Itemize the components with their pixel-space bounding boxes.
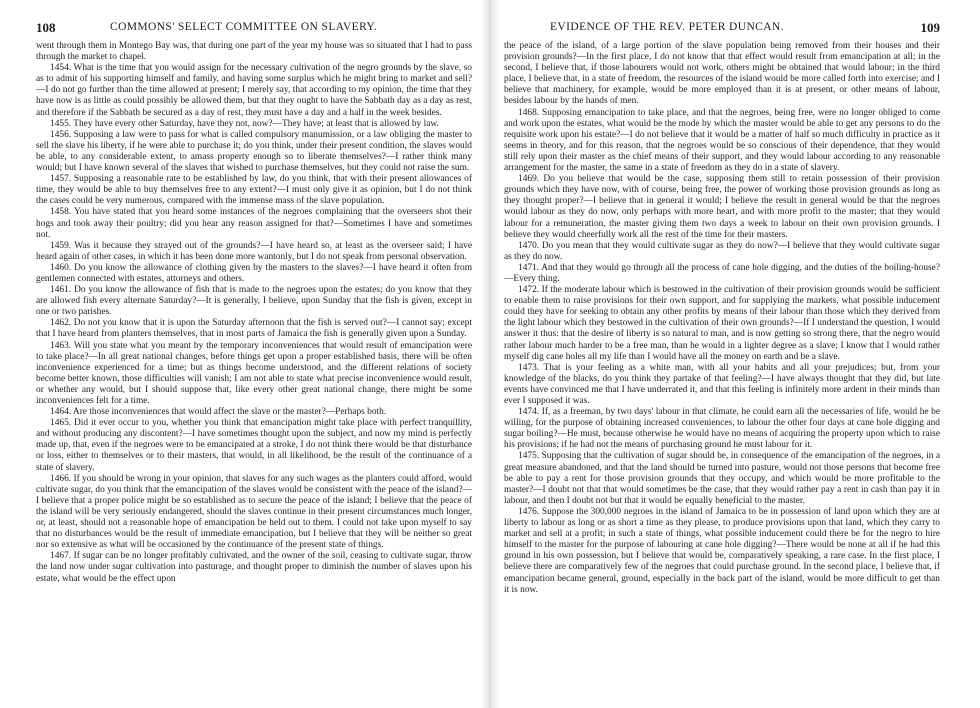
question-1458: 1458. You have stated that you heard some instances of the negroes complaining that the overseers shot their hogs and took away their poultry; did you hear any reason assigned for that?—Sometimes I have and sometimes not. [36, 207, 472, 240]
question-1473: 1473. That is your feeling as a white man, with all your habits and all your prejudices; but, from your knowledge of the blacks, do you think they partake of that feeling?—I have always thought that they did, but late events have convinced me that I have underrated it, and that this feeling is infinitely more ardent in their minds than ever I supposed it was. [504, 362, 940, 406]
question-1469: 1469. Do you believe that would be the case, supposing them still to retain possession of their provision grounds which they have now, with of course, being free, the power of working those provision grounds as long as they thought proper?—I believe that in general it would; I believe the result in general would be that the negroes would labour as they do now, only perhaps with more heart, and with more profit to the master; that they would labour for a remuneration, the master giving them two days a week to labour on their own provision grounds. I believe they would cheerfully work all the rest of the time for their masters. [504, 174, 940, 240]
question-1459: 1459. Was it because they strayed out of the grounds?—I have heard so, at least as the overseer said; I have heard again of other cases, in which it has been done more wantonly, but I do not speak from personal observation. [36, 240, 472, 262]
right-page [490, 0, 980, 708]
question-1455: 1455. They have every other Saturday, have they not, now?—They have; at least that is allowed by law. [50, 118, 439, 129]
question-1471: 1471. And that they would go through all the process of cane hole digging, and the duties of the boiling-house?—Every thing. [504, 262, 940, 284]
right-running-head: EVIDENCE OF THE REV. PETER DUNCAN. [550, 21, 784, 33]
question-1470: 1470. Do you mean that they would cultivate sugar as they do now?—I believe that they would cultivate sugar as they do now. [504, 240, 940, 262]
question-1462: 1462. Do not you know that it is upon the Saturday afternoon that the fish is served out?—I cannot say; except that I have heard from planters themselves, that in most parts of Jamaica the fish is generally given upon a Sunday. [36, 318, 472, 340]
left-running-head: COMMONS' SELECT COMMITTEE ON SLAVERY. [110, 21, 378, 33]
question-1475: 1475. Supposing that the cultivation of sugar should be, in consequence of the emancipation of the negroes, in a great measure abandoned, and that the land should be turned into pasture, would not those persons that become free be able to pay a rent for those provision grounds that they occupy, and which would be more profitable to the master?—I doubt not that that would sometimes be the case, that they would rather pay a rent in cash than pay it in labour, and then I doubt not but that it would be equally beneficial to the master. [504, 451, 940, 506]
right-page-body [504, 41, 940, 702]
question-1454: 1454. What is the time that you would assign for the necessary cultivation of the negro grounds by the slave, so as to admit of his supporting himself and family, and having some surplus which he might bring to market and sell?—I do not go further than the time allowed at present; I merely say, that according to my opinion, the time that they have now is as little as could possibly be allowed them, but that they ought to have the Sabbath day as a day as rest, and therefore if the Sabbath be secured as a day of rest, they must have a day and a half in the week besides. [36, 63, 472, 118]
paragraph-continuation: the peace of the island, of a large portion of the slave population being removed from their houses and their provision grounds?—In the first place, I do not know that that effect would result from emancipation at all; in the second, I believe that, if those labourers would not work, others might be obtained that would labour; in the third place, I believe that, in a state of freedom, the resources of the island would be more called forth into exercise; and I believe that machinery, for example, would be more employed than it is at present, or other means of labour, besides labour by the hands of men. [504, 41, 940, 107]
left-page-body [36, 41, 472, 702]
question-1467: 1467. If sugar can be no longer profitably cultivated, and the owner of the soil, ceasing to cultivate sugar, throw the land now under sugar cultivation into pasturage, and thought proper to diminish the number of slaves upon his estate, what would be the effect upon [36, 551, 472, 584]
question-1456: 1456. Supposing a law were to pass for what is called compulsory manumission, or a law obliging the master to sell the slave his liberty, if he were able to purchase it; do you think, under their present condition, the slaves would be able, to any considerable extent, to amass property enough so to liberate themselves?—I rather think many would; but I have known several of the slaves that wished to purchase themselves, but they could not raise the sum. [36, 129, 472, 174]
right-page-number: 109 [920, 20, 940, 35]
question-1461: 1461. Do you know the allowance of fish that is made to the negroes upon the estates; do you know that they are allowed fish every alternate Saturday?—It is generally, I believe, upon Sunday that the fish is given, except in one or two parishes. [36, 285, 472, 318]
question-1464: 1464. Are those inconveniences that would affect the slave or the master?—Perhaps both. [50, 407, 387, 418]
question-1476: 1476. Suppose the 300,000 negroes in the island of Jamaica to be in possession of land upon which they are at liberty to labour as long or as short a time as they please, to produce provisions upon that land, which they carry to market and sell at a profit; in such a state of things, what possible inducement could there be for the negro to hire himself to the master for the purpose of labouring at cane hole digging?—There would be none at all if he had this ground in his own possession, but I believe that would be, comparatively speaking, a rare case. In the first place, I believe there are comparatively few of the negroes that could purchase ground. In the second place, I believe that, if emancipation became general, ground, especially in the back part of the island, would be more difficult to get than it is now. [504, 506, 940, 595]
question-1472: 1472. If the moderate labour which is bestowed in the cultivation of their provision grounds would be sufficient to enable them to raise provisions for their own support, and for supplying the markets, what possible inducement could they have for seeking to obtain any other profits by means of their labour than those which they derived from the light labour which they bestowed in the cultivation of their own grounds?—If I understand the question, I would answer it thus: that the desire of liberty is so natural to man, and is now getting so strong there, that the negro would rather labour much harder to be a free man, than he would in a lighter degree as a slave; I know that I would rather myself dig cane holes all my life than I would have all the money on earth and be a slave. [504, 285, 940, 362]
right-page-header [504, 20, 940, 36]
left-page-number: 108 [36, 20, 56, 35]
question-1468: 1468. Supposing emancipation to take place, and that the negroes, being free, were no longer obliged to come and work upon the estates, what would be the mode by which the master would be able to get any persons to do the requisite work upon his estate?—I do not believe that it would be a matter of half so much difficulty in practice as it seems in theory, and for this reason, that the negroes would be so conscious of their dependence, that they would still rely upon their master as the chief means of their support, and they would labour according to any reasonable arrangement for the master, the same in a state of freedom as they do in a state of slavery. [504, 107, 940, 174]
left-page-header [36, 20, 472, 36]
question-1465: 1465. Did it ever occur to you, whether you think that emancipation might take place with perfect tranquillity, and without producing any discontent?—I have sometimes thought upon the subject, and now my mind is perfectly made up, that, even if the negroes were to be emancipated at a stroke, I do not think there would be that disturbance or loss, either to themselves or to their masters, that would, in all likelihood, be the result of the continuance of a state of slavery. [36, 418, 472, 473]
question-1474: 1474. If, as a freeman, by two days' labour in that climate, he could earn all the necessaries of life, would he be willing, for the purpose of obtaining increased conveniences, to labour the other four days at cane hole digging and sugar boiling?—He must, because otherwise he would have no means of acquiring the property upon which to raise his provisions; if he had not the means of purchasing ground he must labour for it. [504, 407, 940, 451]
question-1460: 1460. Do you know the allowance of clothing given by the masters to the slaves?—I have heard it often from gentlemen connected with estates, attorneys and others. [36, 262, 472, 284]
paragraph-continuation: went through them in Montego Bay was, that during one part of the year my house was so situated that I had to pass through the market to chapel. [36, 41, 472, 63]
question-1457: 1457. Supposing a reasonable rate to be established by law, do you think, that with their present allowances of time, they would be able to buy themselves free to any extent?—I must only give it as opinion, but I do not think the cases could be very numerous, compared with the immense mass of the slave population. [36, 174, 472, 207]
question-1463: 1463. Will you state what you meant by the temporary inconveniences that would result of emancipation were to take place?—In all great national changes, before things get upon a proper established basis, there will be often inconvenience experienced for a time; but as things become understood, and the different relations of society become better known, those difficulties will vanish; I am not able to state what precise inconvenience would result, or whether any would, but I should suppose that, like every other great national change, there might be some inconveniences felt for a time. [36, 340, 472, 406]
question-1466: 1466. If you should be wrong in your opinion, that slaves for any such wages as the planters could afford, would cultivate sugar, do you think that the emancipation of the slaves would be consistent with the peace of the island?—I believe that a proper police might be so established as to secure the peace of the island; I believe that the peace of the island will be very seriously endangered, should the slaves continue in their present circumstances much longer, or, at least, should not a reasonable hope of emancipation be held out to them. I could not take upon myself to say that no disturbances would be the result of immediate emancipation, but I believe that they will be neither so great nor so extensive as what will be occasioned by the continuance of the present state of things. [36, 473, 472, 551]
